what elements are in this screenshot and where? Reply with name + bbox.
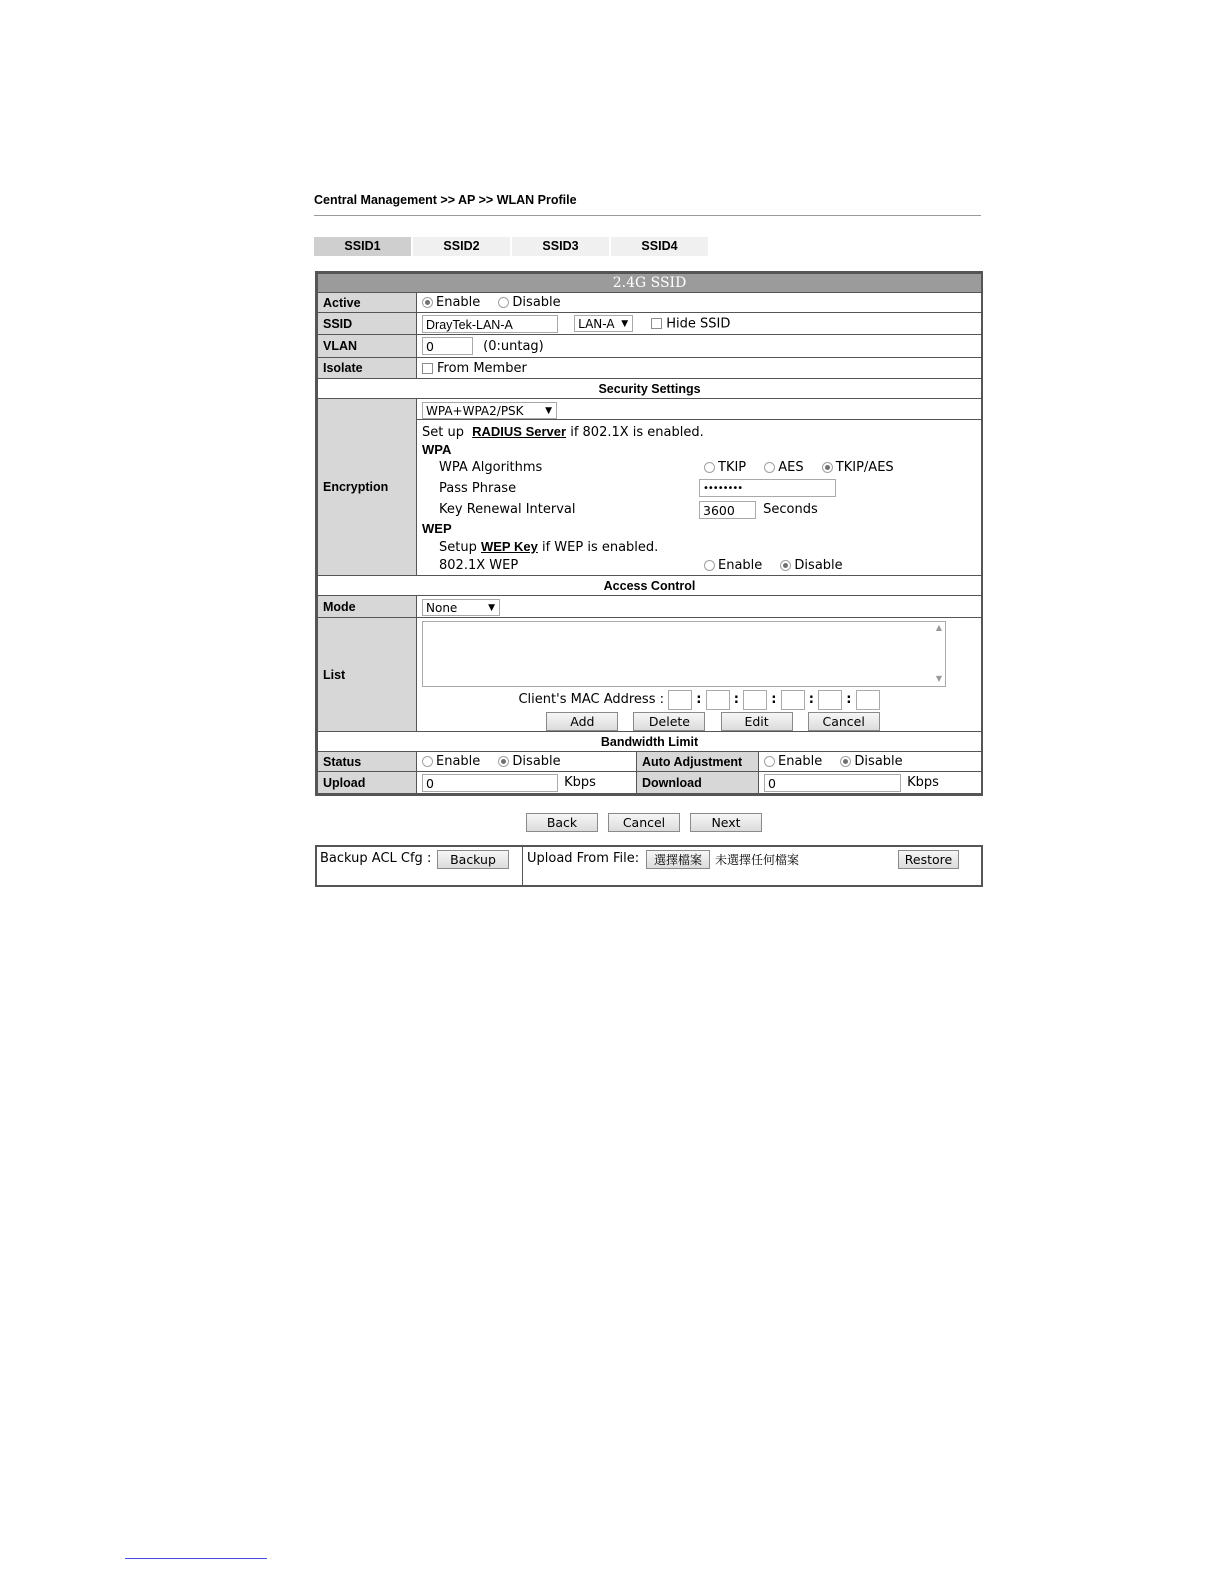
bandwidth-status-label: Status	[318, 752, 417, 772]
tab-ssid2[interactable]: SSID2	[413, 237, 510, 256]
upload-unit: Kbps	[564, 775, 596, 790]
section-title: 2.4G SSID	[318, 274, 982, 293]
auto-disable-radio[interactable]	[840, 756, 851, 767]
encryption-select-value: WPA+WPA2/PSK	[426, 403, 524, 418]
wep-enable-radio[interactable]	[704, 560, 715, 571]
isolate-member-label: From Member	[437, 360, 527, 376]
next-button[interactable]: Next	[690, 813, 762, 832]
active-label: Active	[318, 293, 417, 313]
ssid-settings-panel: 2.4G SSID Active Enable Disable SSID DrayTek-LAN-A LAN-A ▼ Hide SSID VLAN 0 (0:untag) Isolate From Member Security Settings Encryption WPA+WPA2/PSK ▼ Set up RADIUS Server if 802.1X is enabled. WPA WPA Algorithms TKIP AES TKIP/AES Pass Phrase •••••••• Key Renewal Interval 3600 Seconds WEP Setup WEP Key if WEP is enabled. 802.1X WEP Enable Disable Access Control Mode None ▼ List ▲ ▼ Client's MAC Address : : : : : : Add Delete Edit Cancel Bandwidth Limit Status Enable Disable Auto Adjustment Enable Disable Upload 0 Kbps Download 0 Kbps	[315, 271, 983, 796]
wep-title: WEP	[422, 521, 452, 536]
backup-button[interactable]: Backup	[437, 850, 509, 869]
restore-button[interactable]: Restore	[898, 850, 959, 869]
radius-setup-prefix: Set up	[422, 425, 464, 440]
back-button[interactable]: Back	[526, 813, 598, 832]
encryption-label: Encryption	[318, 399, 417, 576]
backup-acl-label: Backup ACL Cfg :	[320, 851, 432, 866]
breadcrumb: Central Management >> AP >> WLAN Profile	[314, 193, 577, 207]
wpa-title: WPA	[422, 442, 452, 457]
ssid-tabs	[314, 237, 710, 256]
security-settings-title: Security Settings	[318, 379, 982, 399]
vlan-input[interactable]: 0	[422, 337, 473, 355]
radius-server-link[interactable]: RADIUS Server	[472, 424, 567, 439]
wep-disable-label: Disable	[794, 558, 843, 573]
access-control-title: Access Control	[318, 576, 982, 596]
lan-select[interactable]	[574, 315, 633, 332]
download-unit: Kbps	[907, 775, 939, 790]
choose-file-button[interactable]: 選擇檔案	[646, 850, 710, 869]
active-enable-label: Enable	[436, 295, 481, 310]
list-label: List	[318, 618, 417, 732]
mac-octet-input[interactable]	[743, 690, 767, 710]
delete-button[interactable]: Delete	[633, 712, 705, 731]
navigation-buttons	[526, 812, 772, 832]
mac-octet-input[interactable]	[856, 690, 880, 710]
key-renewal-input[interactable]: 3600	[699, 501, 756, 519]
ssid-label: SSID	[318, 313, 417, 335]
mac-octet-input[interactable]	[781, 690, 805, 710]
chevron-down-icon: ▼	[545, 405, 552, 416]
radius-setup-suffix: if 802.1X is enabled.	[570, 425, 704, 440]
header-divider	[314, 215, 981, 216]
bandwidth-enable-label: Enable	[436, 754, 481, 769]
tab-ssid4[interactable]: SSID4	[611, 237, 708, 256]
active-enable-radio[interactable]	[422, 297, 433, 308]
wep-key-link[interactable]: WEP Key	[480, 539, 538, 554]
lan-select-value: LAN-A	[578, 317, 615, 331]
alg-aes-label: AES	[778, 460, 804, 475]
auto-adjustment-label: Auto Adjustment	[637, 752, 759, 772]
chevron-down-icon: ▼	[488, 603, 495, 613]
bandwidth-disable-radio[interactable]	[498, 756, 509, 767]
bandwidth-limit-title: Bandwidth Limit	[318, 732, 982, 752]
alg-aes-radio[interactable]	[764, 462, 775, 473]
alg-tkipaes-radio[interactable]	[822, 462, 833, 473]
upload-input[interactable]: 0	[422, 774, 558, 792]
upload-label: Upload	[318, 772, 417, 794]
ssid-input[interactable]: DrayTek-LAN-A	[422, 315, 558, 333]
upload-file-label: Upload From File:	[527, 851, 640, 866]
no-file-chosen-label: 未選擇任何檔案	[715, 853, 800, 867]
mode-select[interactable]	[422, 599, 500, 616]
auto-disable-label: Disable	[854, 754, 903, 769]
mode-select-value: None	[426, 601, 458, 615]
auto-enable-label: Enable	[778, 754, 823, 769]
bandwidth-disable-label: Disable	[512, 754, 561, 769]
key-renewal-unit: Seconds	[763, 502, 818, 517]
backup-restore-panel	[315, 845, 983, 887]
vlan-note: (0:untag)	[483, 338, 544, 354]
download-label: Download	[637, 772, 759, 794]
mode-label: Mode	[318, 596, 417, 618]
scroll-down-icon[interactable]: ▼	[935, 674, 942, 683]
hide-ssid-label: Hide SSID	[666, 316, 731, 331]
mac-octet-input[interactable]	[818, 690, 842, 710]
cancel-button[interactable]: Cancel	[608, 813, 680, 832]
add-button[interactable]: Add	[546, 712, 618, 731]
wpa-algorithms-label: WPA Algorithms	[439, 460, 543, 475]
wep-enable-label: Enable	[718, 558, 763, 573]
download-input[interactable]: 0	[764, 774, 901, 792]
auto-enable-radio[interactable]	[764, 756, 775, 767]
hide-ssid-checkbox[interactable]	[651, 318, 662, 329]
isolate-member-checkbox[interactable]	[422, 363, 433, 374]
alg-tkip-label: TKIP	[718, 460, 747, 475]
vlan-label: VLAN	[318, 335, 417, 358]
wep-setup-suffix: if WEP is enabled.	[541, 540, 659, 555]
active-disable-radio[interactable]	[498, 297, 509, 308]
scroll-up-icon[interactable]: ▲	[935, 623, 942, 632]
wep-disable-radio[interactable]	[780, 560, 791, 571]
pass-phrase-input[interactable]: ••••••••	[699, 479, 836, 497]
alg-tkipaes-label: TKIP/AES	[835, 460, 894, 475]
pass-phrase-label: Pass Phrase	[439, 481, 517, 496]
wep-8021x-label: 802.1X WEP	[439, 558, 519, 573]
mac-address-label: Client's MAC Address :	[518, 692, 664, 707]
mac-list-textarea[interactable]	[422, 621, 946, 687]
edit-button[interactable]: Edit	[721, 712, 793, 731]
mac-octet-input[interactable]	[668, 690, 692, 710]
alg-tkip-radio[interactable]	[704, 462, 715, 473]
chevron-down-icon: ▼	[621, 319, 629, 329]
encryption-select[interactable]	[422, 402, 557, 419]
bandwidth-enable-radio[interactable]	[422, 756, 433, 767]
tab-ssid1[interactable]: SSID1	[314, 237, 411, 256]
wep-setup-prefix: Setup	[439, 540, 477, 555]
key-renewal-label: Key Renewal Interval	[439, 502, 576, 517]
isolate-label: Isolate	[318, 358, 417, 379]
active-disable-label: Disable	[512, 295, 561, 310]
mac-octet-input[interactable]	[706, 690, 730, 710]
tab-ssid3[interactable]: SSID3	[512, 237, 609, 256]
footer-divider	[125, 1558, 267, 1559]
cancel-mac-button[interactable]: Cancel	[808, 712, 880, 731]
